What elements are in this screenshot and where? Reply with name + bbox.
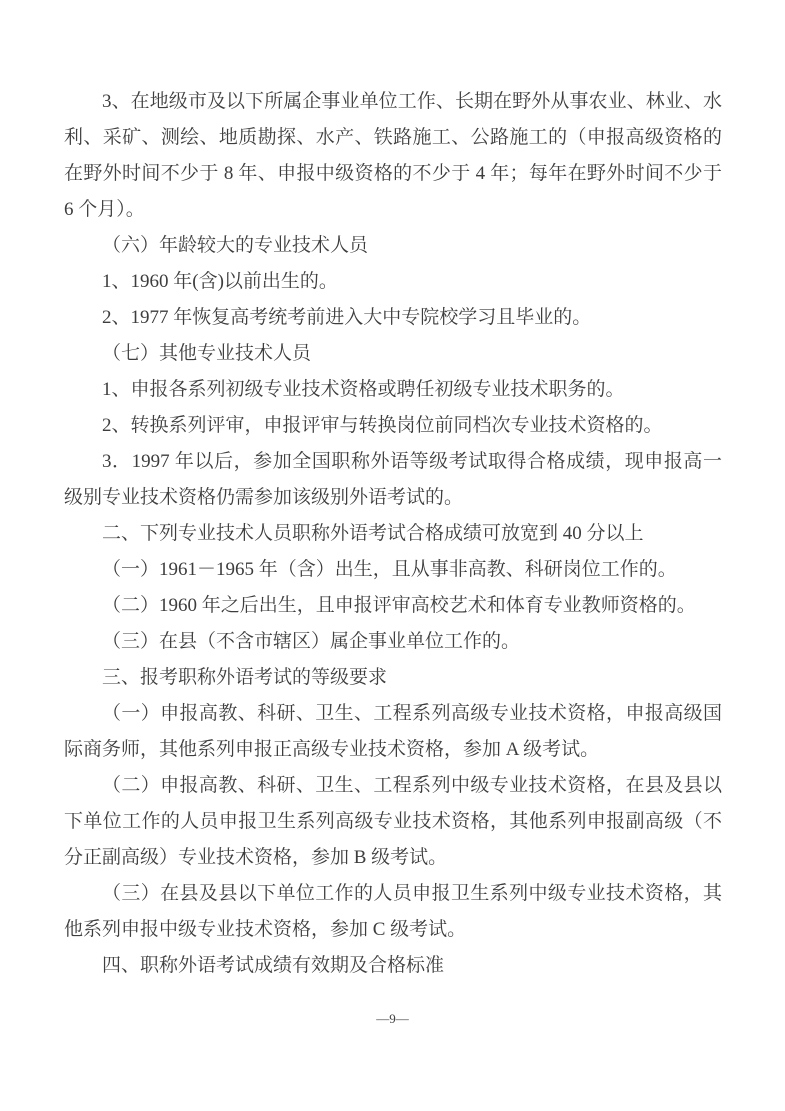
paragraph: 3、在地级市及以下所属企事业单位工作、长期在野外从事农业、林业、水利、采矿、测绘、地质勘探、水产、铁路施工、公路施工的（申报高级资格的在野外时间不少于 8 年、申报中级资格的不少于 4 年；每年在野外时间不少于 6 个月）。 (64, 91, 722, 220)
paragraph: 2、1977 年恢复高考统考前进入大中专院校学习且毕业的。 (102, 307, 592, 328)
paragraph: 四、职称外语考试成绩有效期及合格标准 (102, 955, 445, 976)
paragraph: （二）1960 年之后出生，且申报评审高校艺术和体育专业教师资格的。 (102, 595, 696, 616)
page-footer (0, 1009, 785, 1029)
paragraph: （一）申报高教、科研、卫生、工程系列高级专业技术资格，申报高级国际商务师，其他系列申报正高级专业技术资格，参加 A 级考试。 (64, 703, 722, 760)
page-number: —9— (376, 1011, 409, 1026)
paragraph: （七）其他专业技术人员 (102, 343, 312, 364)
paragraph: （二）申报高教、科研、卫生、工程系列中级专业技术资格，在县及县以下单位工作的人员申报卫生系列高级专业技术资格，其他系列申报副高级（不分正副高级）专业技术资格，参加 B 级考试。 (64, 775, 722, 868)
paragraph: 3．1997 年以后，参加全国职称外语等级考试取得合格成绩，现申报高一级别专业技术资格仍需参加该级别外语考试的。 (64, 451, 722, 508)
document-body (64, 84, 722, 984)
paragraph: 1、申报各系列初级专业技术资格或聘任初级专业技术职务的。 (102, 379, 625, 400)
paragraph: （三）在县及县以下单位工作的人员申报卫生系列中级专业技术资格，其他系列申报中级专业技术资格，参加 C 级考试。 (64, 883, 722, 940)
paragraph: 1、1960 年(含)以前出生的。 (102, 271, 338, 292)
paragraph: （一）1961－1965 年（含）出生，且从事非高教、科研岗位工作的。 (102, 559, 677, 580)
paragraph: （三）在县（不含市辖区）属企事业单位工作的。 (102, 631, 521, 652)
paragraph: 三、报考职称外语考试的等级要求 (102, 667, 388, 688)
paragraph: 2、转换系列评审，申报评审与转换岗位前同档次专业技术资格的。 (102, 415, 663, 436)
paragraph: （六）年龄较大的专业技术人员 (102, 235, 369, 256)
paragraph: 二、下列专业技术人员职称外语考试合格成绩可放宽到 40 分以上 (102, 523, 644, 544)
